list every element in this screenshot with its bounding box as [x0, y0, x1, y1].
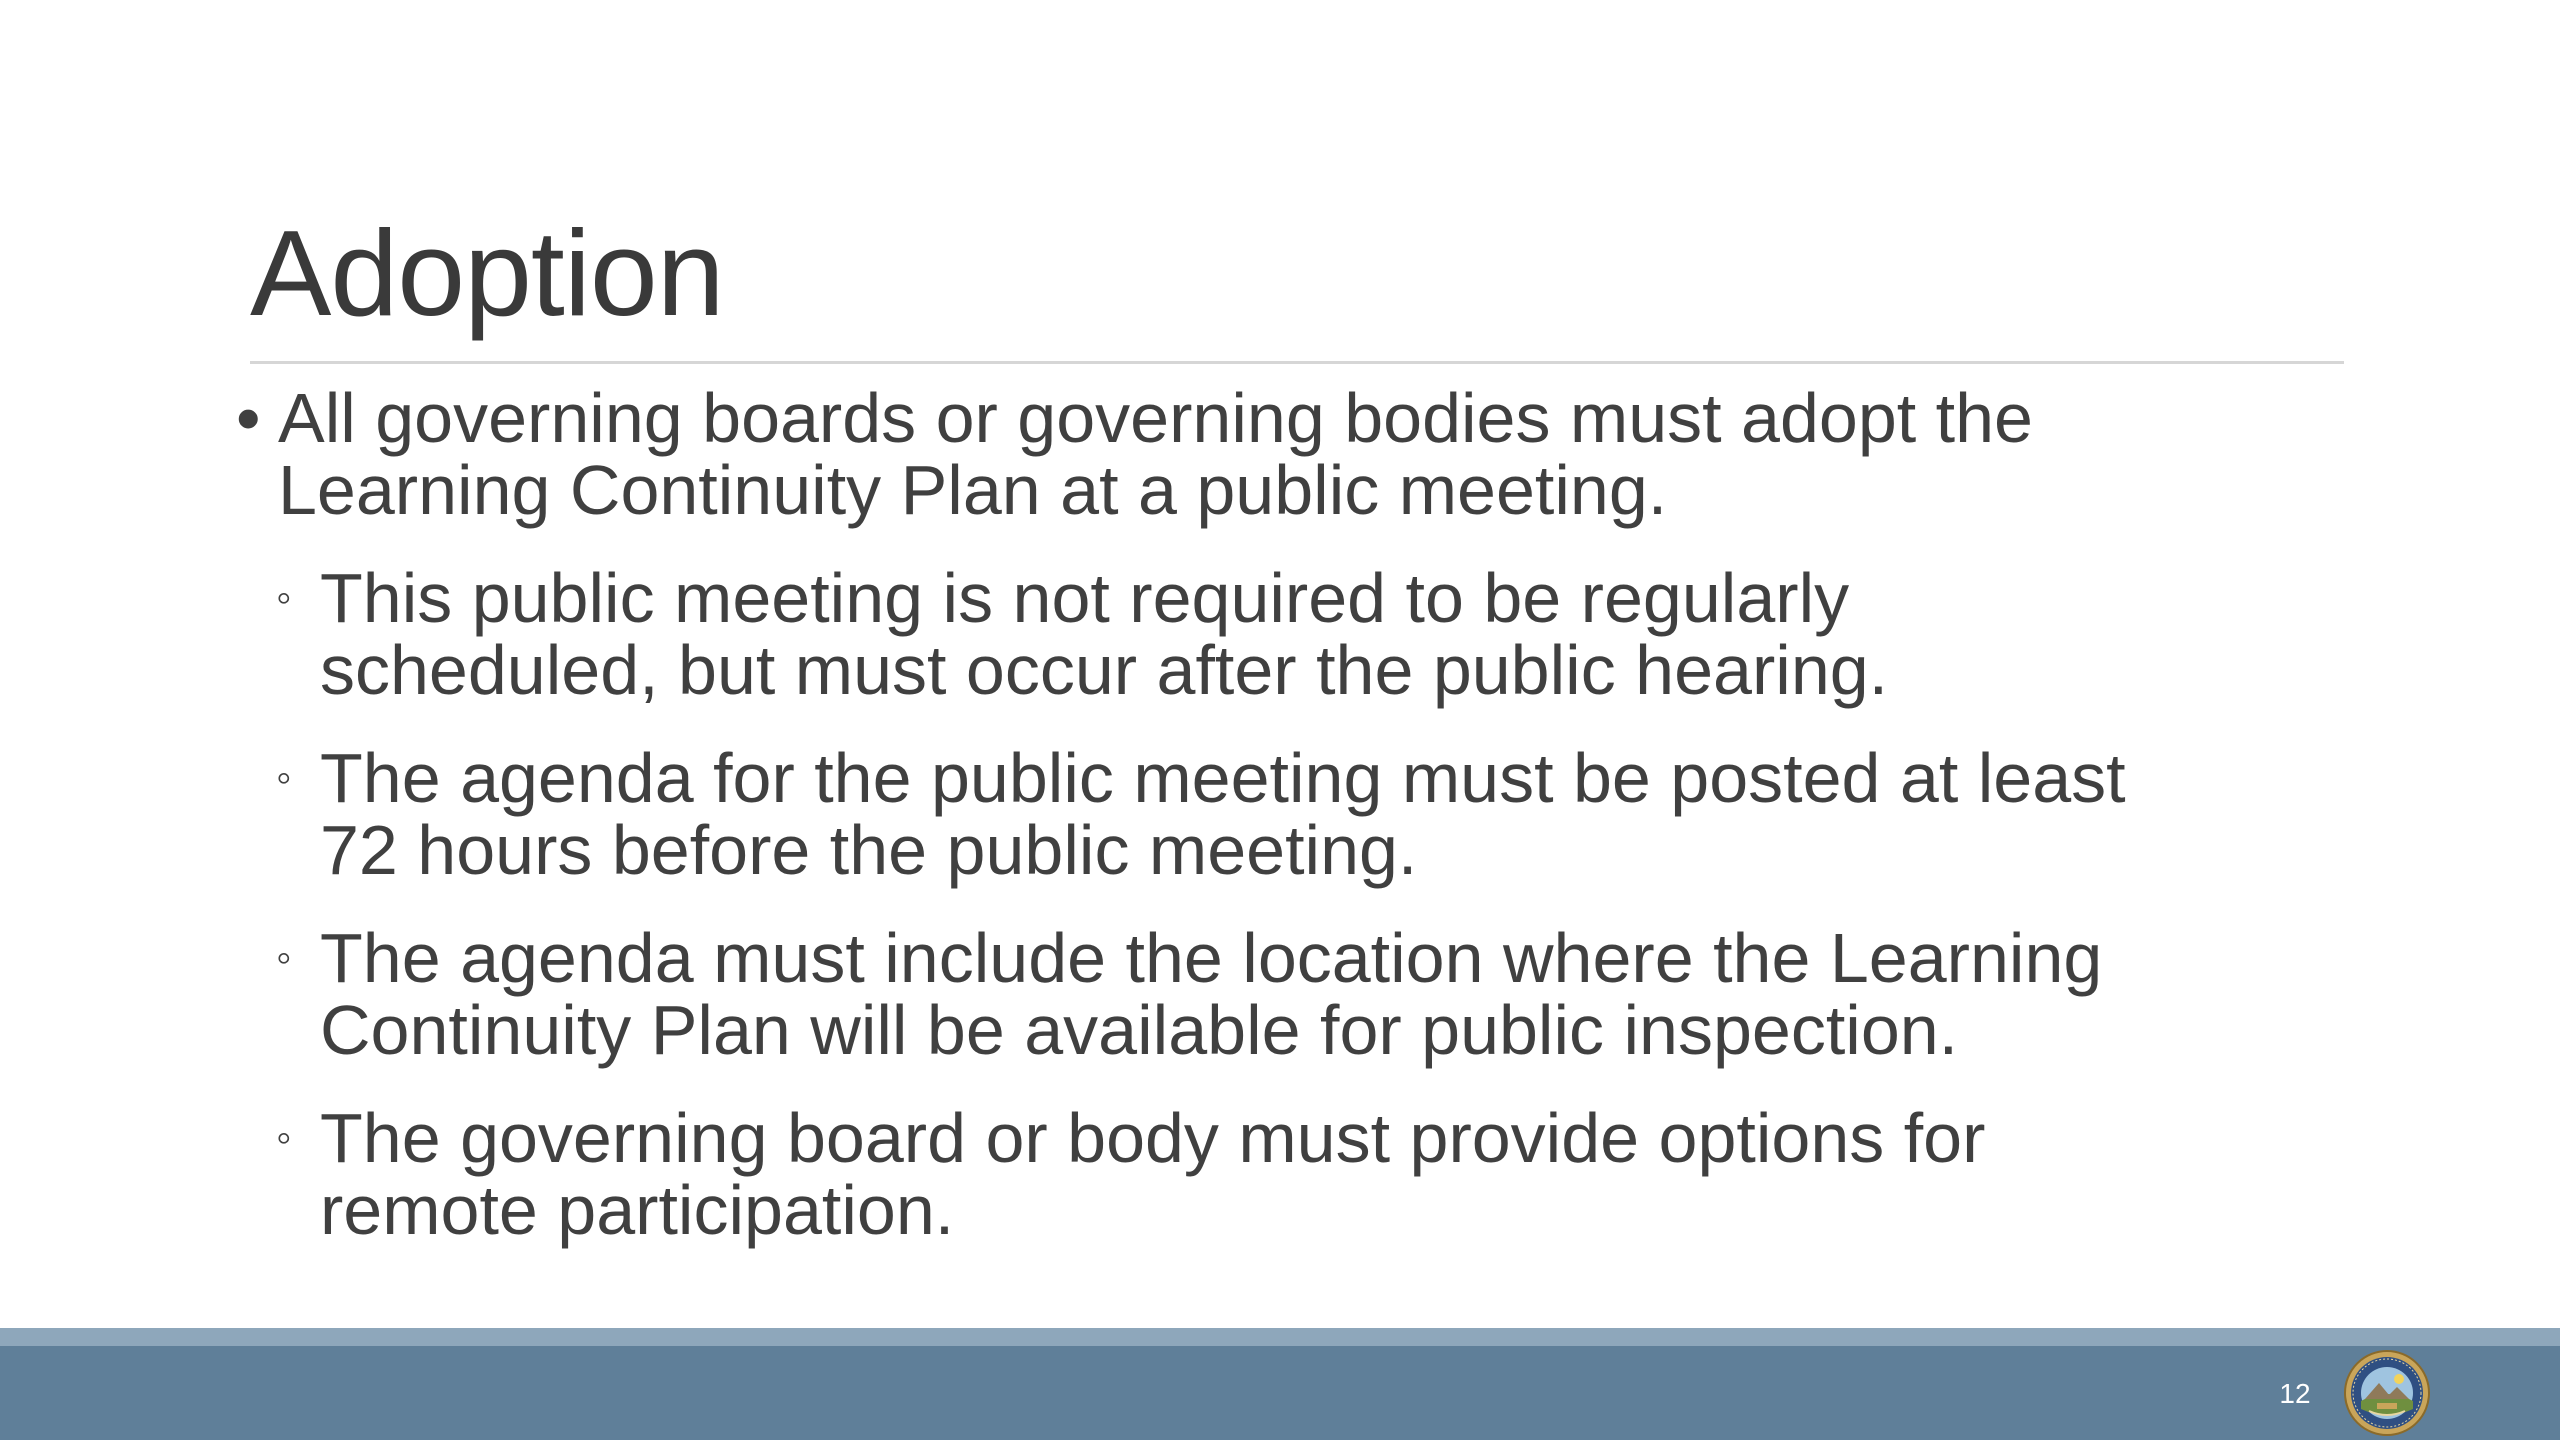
- sub-bullet-item: [276, 739, 2346, 889]
- sub-bullet-item: [276, 559, 2346, 709]
- sub-bullet-text: The agenda must include the location where the Learning Continuity Plan will be available for public inspection.: [320, 919, 2103, 1069]
- state-seal-icon: [2343, 1349, 2431, 1437]
- bullet-item: [236, 379, 2346, 529]
- bullet-text: All governing boards or governing bodies must adopt the Learning Continuity Plan at a public meeting.: [278, 379, 2033, 529]
- footer-bar: [0, 1346, 2560, 1440]
- sub-bullet-marker: ◦: [276, 753, 292, 802]
- sub-bullet-text: The agenda for the public meeting must be posted at least 72 hours before the public meeting.: [320, 739, 2126, 889]
- footer-stripe: [0, 1328, 2560, 1346]
- bullet-list: [236, 379, 2346, 1249]
- sub-bullet-marker: ◦: [276, 933, 292, 982]
- sub-bullet-item: [276, 919, 2346, 1069]
- sub-bullet-marker: ◦: [276, 573, 292, 622]
- sub-bullet-text: The governing board or body must provide options for remote participation.: [320, 1099, 1986, 1249]
- title-divider: [250, 361, 2344, 364]
- sub-bullet-marker: ◦: [276, 1113, 292, 1162]
- sub-bullet-text: This public meeting is not required to be regularly scheduled, but must occur after the public hearing.: [320, 559, 1889, 709]
- sub-bullet-item: [276, 1099, 2346, 1249]
- bullet-marker: •: [236, 379, 261, 457]
- slide-title: Adoption: [250, 205, 724, 341]
- page-number: 12: [2279, 1378, 2311, 1409]
